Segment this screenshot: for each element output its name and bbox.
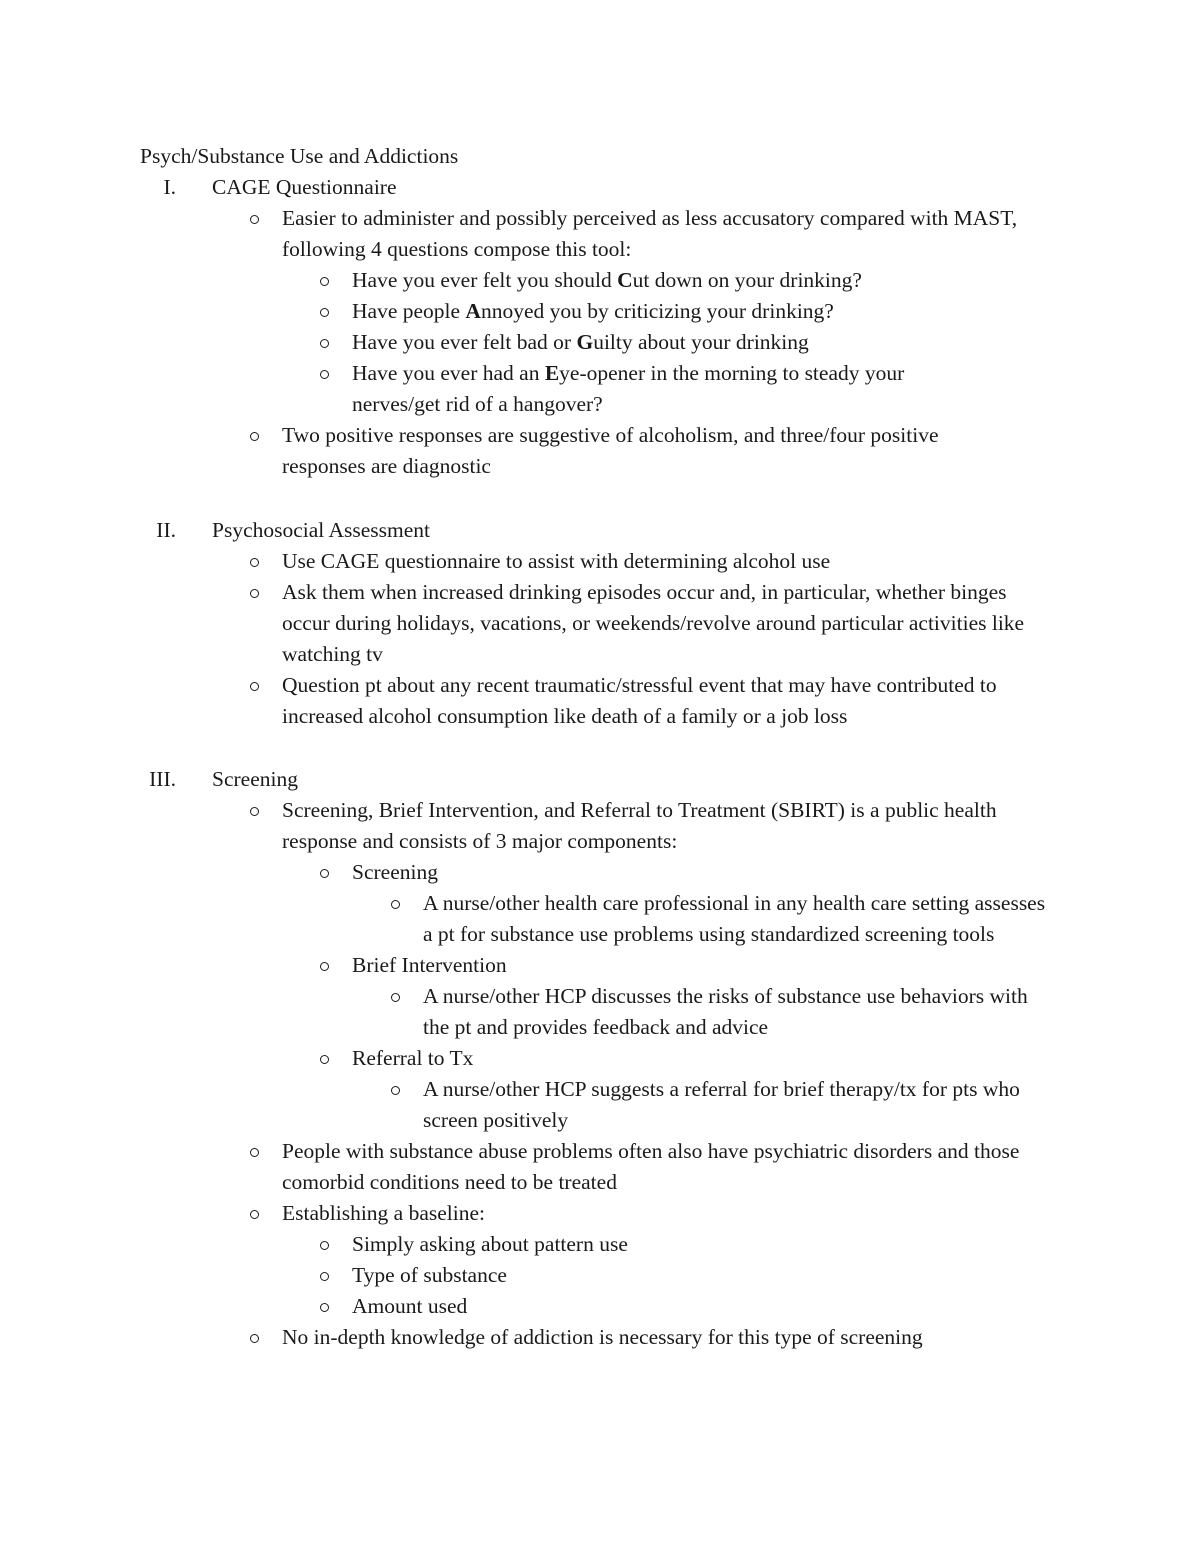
- circle-bullet-icon: [250, 589, 259, 598]
- list-item-text: Simply asking about pattern use: [352, 1232, 628, 1256]
- list-item-text: No in-depth knowledge of addiction is necessary for this type of screening: [282, 1325, 923, 1349]
- circle-bullet-icon: [320, 869, 329, 878]
- section-numeral: I.: [163, 175, 176, 199]
- section-heading: Psychosocial Assessment: [212, 518, 430, 542]
- list-item: [0, 670, 1200, 732]
- circle-bullet-icon: [250, 432, 259, 441]
- list-item-text: Have you ever had an Eye-opener in the morning to steady your nerves/get rid of a hangover?: [352, 361, 905, 416]
- list-item-text: A nurse/other HCP discusses the risks of substance use behaviors with the pt and provides feedback and advice: [423, 984, 1028, 1039]
- circle-bullet-icon: [391, 900, 400, 909]
- list-item-text: Have people Annoyed you by criticizing your drinking?: [352, 299, 834, 323]
- list-item-text: Two positive responses are suggestive of alcoholism, and three/four positive responses are diagnostic: [282, 423, 939, 478]
- cage-letter: A: [465, 299, 481, 323]
- list-item: [0, 420, 1200, 482]
- list-item-text: Brief Intervention: [352, 953, 507, 977]
- list-item: [0, 1260, 1200, 1291]
- list-item: [0, 981, 1200, 1043]
- list-item: [0, 327, 1200, 358]
- section-cage-questionnaire: [0, 172, 1200, 482]
- list-item-text: Question pt about any recent traumatic/stressful event that may have contributed to increased alcohol consumption like death of a family or a job loss: [282, 673, 997, 728]
- circle-bullet-icon: [320, 370, 329, 379]
- list-item-text: Screening, Brief Intervention, and Referral to Treatment (SBIRT) is a public health response and consists of 3 major components:: [282, 798, 997, 853]
- cage-letter: C: [617, 268, 633, 292]
- section-numeral: III.: [149, 767, 176, 791]
- list-item: [0, 1074, 1200, 1136]
- list-item-text: Type of substance: [352, 1263, 507, 1287]
- list-item-text: Establishing a baseline:: [282, 1201, 486, 1225]
- circle-bullet-icon: [320, 962, 329, 971]
- list-item-text: A nurse/other HCP suggests a referral for brief therapy/tx for pts who screen positively: [423, 1077, 1020, 1132]
- circle-bullet-icon: [391, 1086, 400, 1095]
- list-item-text: Use CAGE questionnaire to assist with determining alcohol use: [282, 549, 831, 573]
- list-item: [0, 358, 1200, 420]
- circle-bullet-icon: [320, 308, 329, 317]
- list-item-text: Ask them when increased drinking episodes occur and, in particular, whether binges occur during holidays, vacations, or weekends/revolve around particular activities like watching tv: [282, 580, 1025, 666]
- cage-letter: G: [576, 330, 594, 354]
- list-item: [0, 265, 1200, 296]
- circle-bullet-icon: [320, 339, 329, 348]
- list-item-text: Have you ever felt you should Cut down on your drinking?: [352, 268, 862, 292]
- list-item: [0, 203, 1200, 265]
- list-item: [0, 1043, 1200, 1074]
- list-item: [0, 1322, 1200, 1353]
- circle-bullet-icon: [391, 993, 400, 1002]
- section-heading: CAGE Questionnaire: [212, 175, 397, 199]
- circle-bullet-icon: [250, 558, 259, 567]
- list-item-text: People with substance abuse problems often also have psychiatric disorders and those comorbid conditions need to be treated: [282, 1139, 1020, 1194]
- list-item: [0, 546, 1200, 577]
- section-heading: Screening: [212, 767, 298, 791]
- circle-bullet-icon: [320, 277, 329, 286]
- list-item: [0, 1291, 1200, 1322]
- section-heading-row: [0, 764, 1200, 795]
- list-item: [0, 795, 1200, 857]
- list-item: [0, 888, 1200, 950]
- list-item-text: Have you ever felt bad or Guilty about your drinking: [352, 330, 809, 354]
- cage-letter: E: [544, 361, 560, 385]
- circle-bullet-icon: [250, 682, 259, 691]
- section-heading-row: [0, 515, 1200, 546]
- list-item: [0, 577, 1200, 670]
- list-item: [0, 950, 1200, 981]
- circle-bullet-icon: [250, 215, 259, 224]
- list-item-text: Easier to administer and possibly perceived as less accusatory compared with MAST, following 4 questions compose this tool:: [282, 206, 1018, 261]
- circle-bullet-icon: [250, 1210, 259, 1219]
- list-item: [0, 857, 1200, 888]
- list-item-text: A nurse/other health care professional in any health care setting assesses a pt for substance use problems using standardized screening tools: [423, 891, 1046, 946]
- circle-bullet-icon: [250, 1334, 259, 1343]
- section-heading-row: [0, 172, 1200, 203]
- list-item-text: Referral to Tx: [352, 1046, 474, 1070]
- circle-bullet-icon: [250, 807, 259, 816]
- list-item: [0, 1229, 1200, 1260]
- list-item: [0, 1136, 1200, 1198]
- circle-bullet-icon: [320, 1272, 329, 1281]
- list-item-text: Amount used: [352, 1294, 468, 1318]
- circle-bullet-icon: [320, 1303, 329, 1312]
- circle-bullet-icon: [250, 1148, 259, 1157]
- section-numeral: II.: [156, 518, 176, 542]
- section-screening: [0, 764, 1200, 1353]
- section-psychosocial-assessment: [0, 515, 1200, 732]
- document-title: Psych/Substance Use and Addictions: [140, 144, 459, 168]
- list-item: [0, 296, 1200, 327]
- list-item: [0, 1198, 1200, 1229]
- circle-bullet-icon: [320, 1241, 329, 1250]
- list-item-text: Screening: [352, 860, 438, 884]
- circle-bullet-icon: [320, 1055, 329, 1064]
